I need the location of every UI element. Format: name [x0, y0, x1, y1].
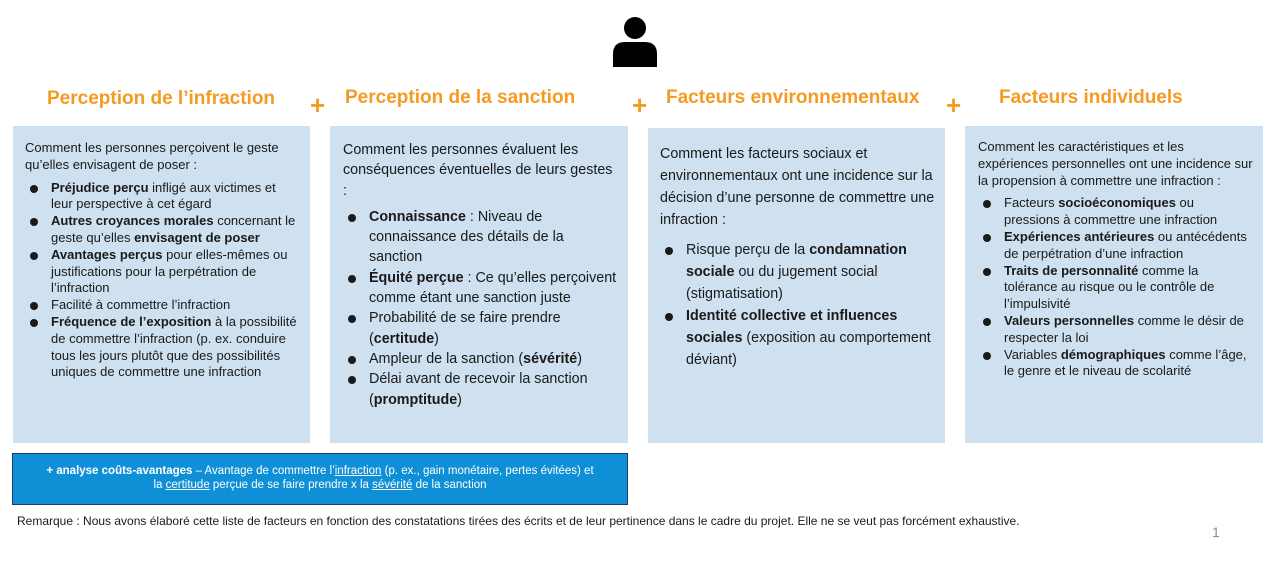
- list-item: Expériences antérieures ou antécédents de perpétration d’une infraction: [978, 229, 1253, 263]
- factor-list: [25, 180, 300, 382]
- list-item: Facteurs socioéconomiques ou pressions à commettre une infraction: [978, 195, 1253, 229]
- remark-note: Remarque : Nous avons élaboré cette liste de facteurs en fonction des constatations tirées des écrits et de leur pertinence dans le cadre du projet. Elle ne se veut pas forcément exhaustive.: [17, 514, 1020, 528]
- column-title-sanction: Perception de la sanction: [345, 87, 576, 108]
- list-item: Fréquence de l’exposition à la possibilité de commettre l’infraction (p. ex. conduire tous les jours plutôt que des possibilités uniques de commettre une infraction: [25, 314, 300, 381]
- person-icon: [612, 16, 658, 68]
- list-item: Probabilité de se faire prendre (certitude): [343, 308, 618, 349]
- list-item: Variables démographiques comme l’âge, le genre et le niveau de scolarité: [978, 347, 1253, 381]
- box-intro: Comment les facteurs sociaux et environnementaux ont une incidence sur la décision d’une personne de commettre une infraction :: [660, 146, 935, 228]
- list-item: Délai avant de recevoir la sanction (promptitude): [343, 369, 618, 410]
- environmental-factors-box: [648, 128, 945, 443]
- list-item: Préjudice perçu infligé aux victimes et leur perspective à cet égard: [25, 180, 300, 214]
- page-number: 1: [1212, 524, 1220, 540]
- list-item: Avantages perçus pour elles-mêmes ou justifications pour la perpétration de l’infraction: [25, 247, 300, 297]
- list-item: Traits de personnalité comme la tolérance au risque ou le contrôle de l’impulsivité: [978, 263, 1253, 313]
- column-title-infraction: Perception de l’infraction: [47, 88, 276, 109]
- column-title-individual: Facteurs individuels: [999, 87, 1183, 108]
- cost-benefit-banner: + analyse coûts-avantages – Avantage de commettre l’infraction (p. ex., gain monétaire, pertes évitées) et la certitude perçue de se faire prendre x la sévérité de la sanction: [12, 453, 628, 505]
- plus-icon: +: [946, 90, 962, 120]
- column-title-environment: Facteurs environnementaux: [666, 87, 920, 108]
- factor-list: [978, 195, 1253, 380]
- factor-list: [660, 239, 935, 371]
- box-intro: Comment les personnes perçoivent le geste qu’elles envisagent de poser :: [25, 140, 279, 172]
- individual-factors-box: [965, 126, 1263, 443]
- plus-icon: +: [632, 90, 648, 120]
- infraction-perception-box: [13, 126, 310, 443]
- list-item: Ampleur de la sanction (sévérité): [343, 349, 618, 369]
- list-item: Risque perçu de la condamnation sociale ou du jugement social (stigmatisation): [660, 239, 935, 305]
- list-item: Autres croyances morales concernant le geste qu’elles envisagent de poser: [25, 213, 300, 247]
- list-item: Valeurs personnelles comme le désir de respecter la loi: [978, 313, 1253, 347]
- sanction-perception-box: [330, 126, 628, 443]
- list-item: Connaissance : Niveau de connaissance des détails de la sanction: [343, 207, 618, 268]
- box-intro: Comment les personnes évaluent les conséquences éventuelles de leurs gestes :: [343, 142, 613, 199]
- factor-list: [343, 207, 618, 410]
- list-item: Équité perçue : Ce qu’elles perçoivent comme étant une sanction juste: [343, 268, 618, 309]
- list-item: Identité collective et influences sociales (exposition au comportement déviant): [660, 305, 935, 371]
- list-item: Facilité à commettre l’infraction: [25, 297, 300, 314]
- plus-icon: +: [310, 90, 326, 120]
- box-intro: Comment les caractéristiques et les expériences personnelles ont une incidence sur la propension à commettre une infraction :: [978, 139, 1253, 188]
